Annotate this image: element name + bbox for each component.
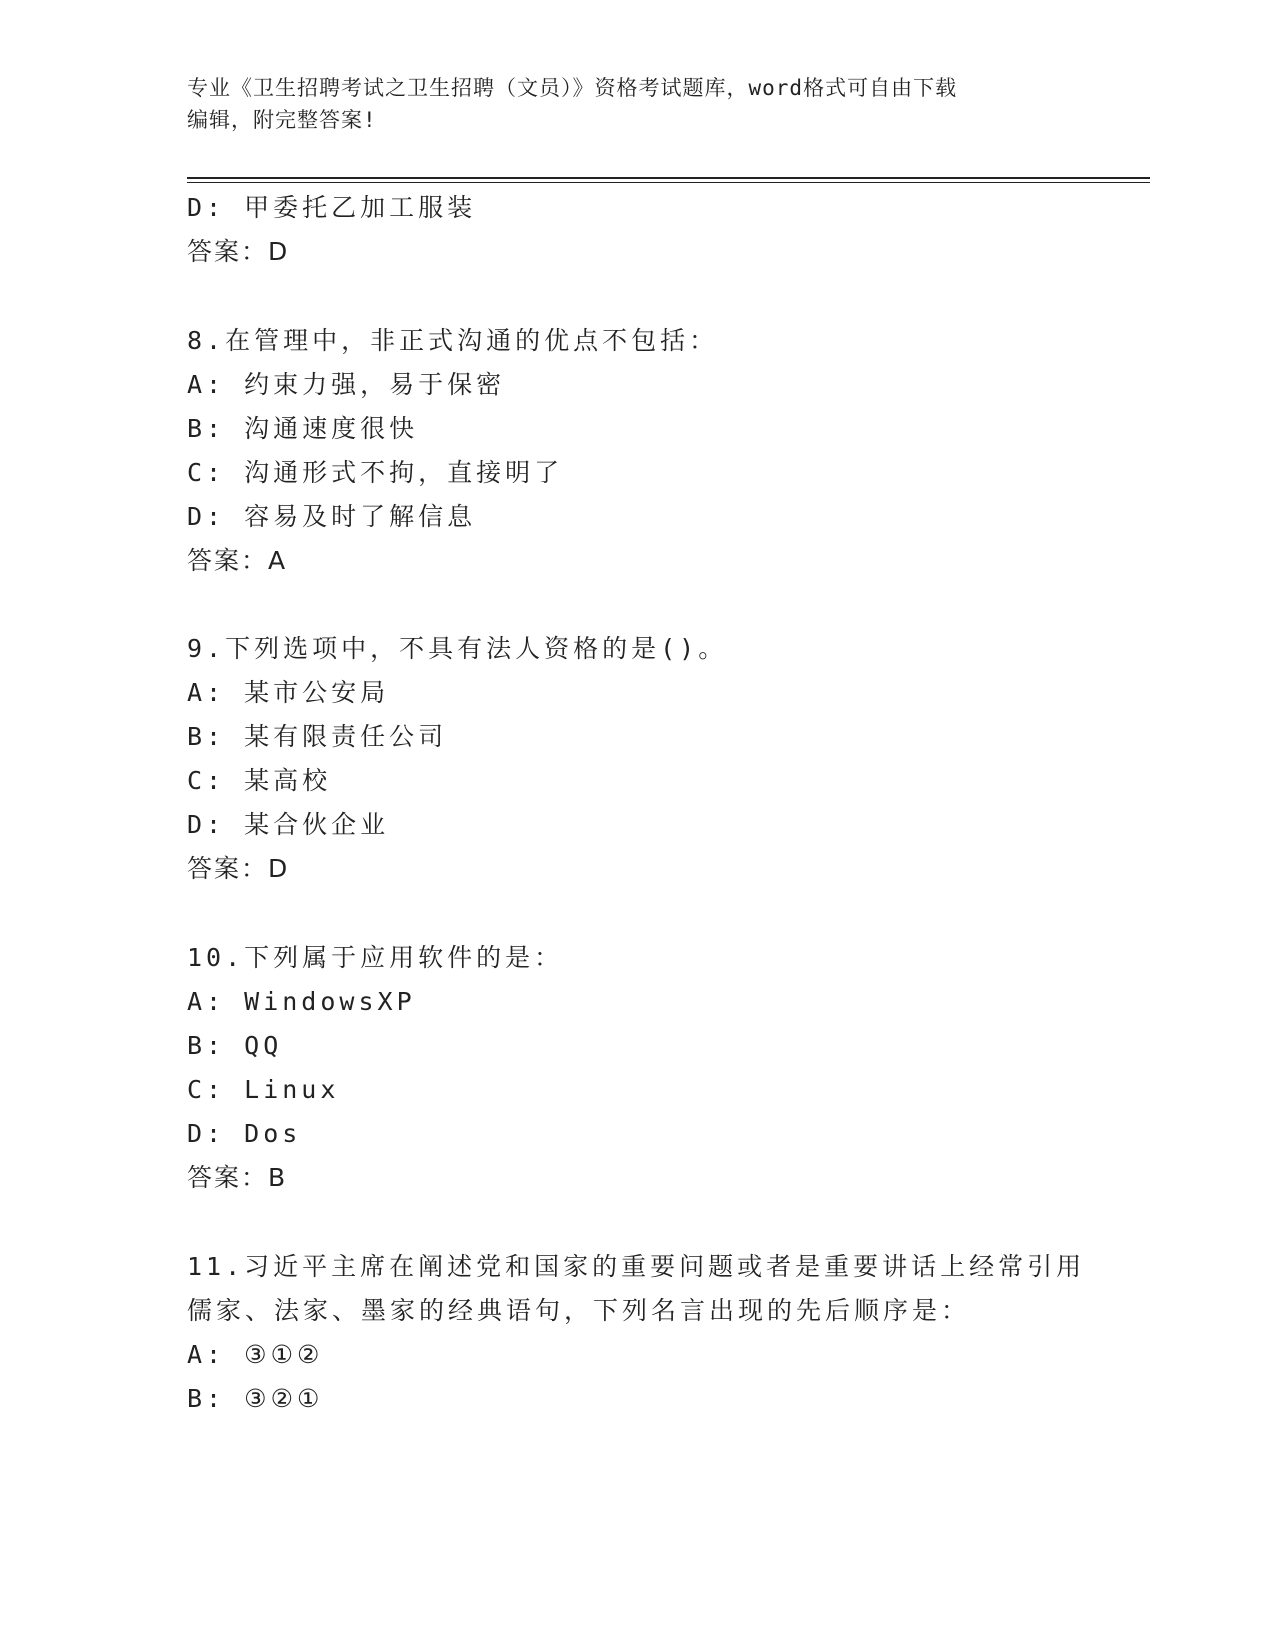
option-a: A: 某市公安局 [187, 678, 390, 707]
answer-value: D [268, 237, 290, 266]
option-b: B: QQ [187, 1031, 283, 1060]
answer-label: 答案： [187, 237, 269, 266]
question-stem-continued: 儒家、法家、墨家的经典语句，下列名言出现的先后顺序是： [187, 1296, 971, 1325]
answer-line [187, 546, 287, 576]
question-stem: 10.下列属于应用软件的是： [187, 943, 564, 972]
option-d: D: 甲委托乙加工服装 [187, 193, 477, 222]
header-divider [187, 177, 1150, 179]
option-c: C: 某高校 [187, 766, 332, 795]
answer-label: 答案： [187, 854, 269, 883]
option-b: B: ③②① [187, 1384, 324, 1413]
option-b: B: 沟通速度很快 [187, 414, 419, 443]
option-b: B: 某有限责任公司 [187, 722, 448, 751]
option-d: D: 某合伙企业 [187, 810, 390, 839]
option-a: A: ③①② [187, 1340, 324, 1369]
answer-line [187, 237, 289, 267]
option-d: D: 容易及时了解信息 [187, 502, 477, 531]
question-stem: 8.在管理中，非正式沟通的优点不包括： [187, 326, 719, 355]
answer-label: 答案： [187, 546, 269, 575]
answer-line [187, 854, 289, 884]
question-stem: 9.下列选项中，不具有法人资格的是()。 [187, 634, 728, 663]
document-header [187, 72, 1067, 136]
answer-value: B [268, 1163, 288, 1192]
header-line-2: 编辑，附完整答案! [187, 108, 377, 132]
answer-line [187, 1163, 287, 1193]
answer-value: A [268, 546, 288, 575]
option-c: C: Linux [187, 1075, 340, 1104]
option-c: C: 沟通形式不拘，直接明了 [187, 458, 564, 487]
option-d: D: Dos [187, 1119, 302, 1148]
option-a: A: 约束力强，易于保密 [187, 370, 506, 399]
header-line-1: 专业《卫生招聘考试之卫生招聘（文员）》资格考试题库，word格式可自由下载 [187, 76, 958, 100]
question-stem: 11.习近平主席在阐述党和国家的重要问题或者是重要讲话上经常引用 [187, 1252, 1086, 1281]
answer-label: 答案： [187, 1163, 269, 1192]
answer-value: D [268, 854, 290, 883]
option-a: A: WindowsXP [187, 987, 416, 1016]
header-divider-thin [187, 182, 1150, 183]
